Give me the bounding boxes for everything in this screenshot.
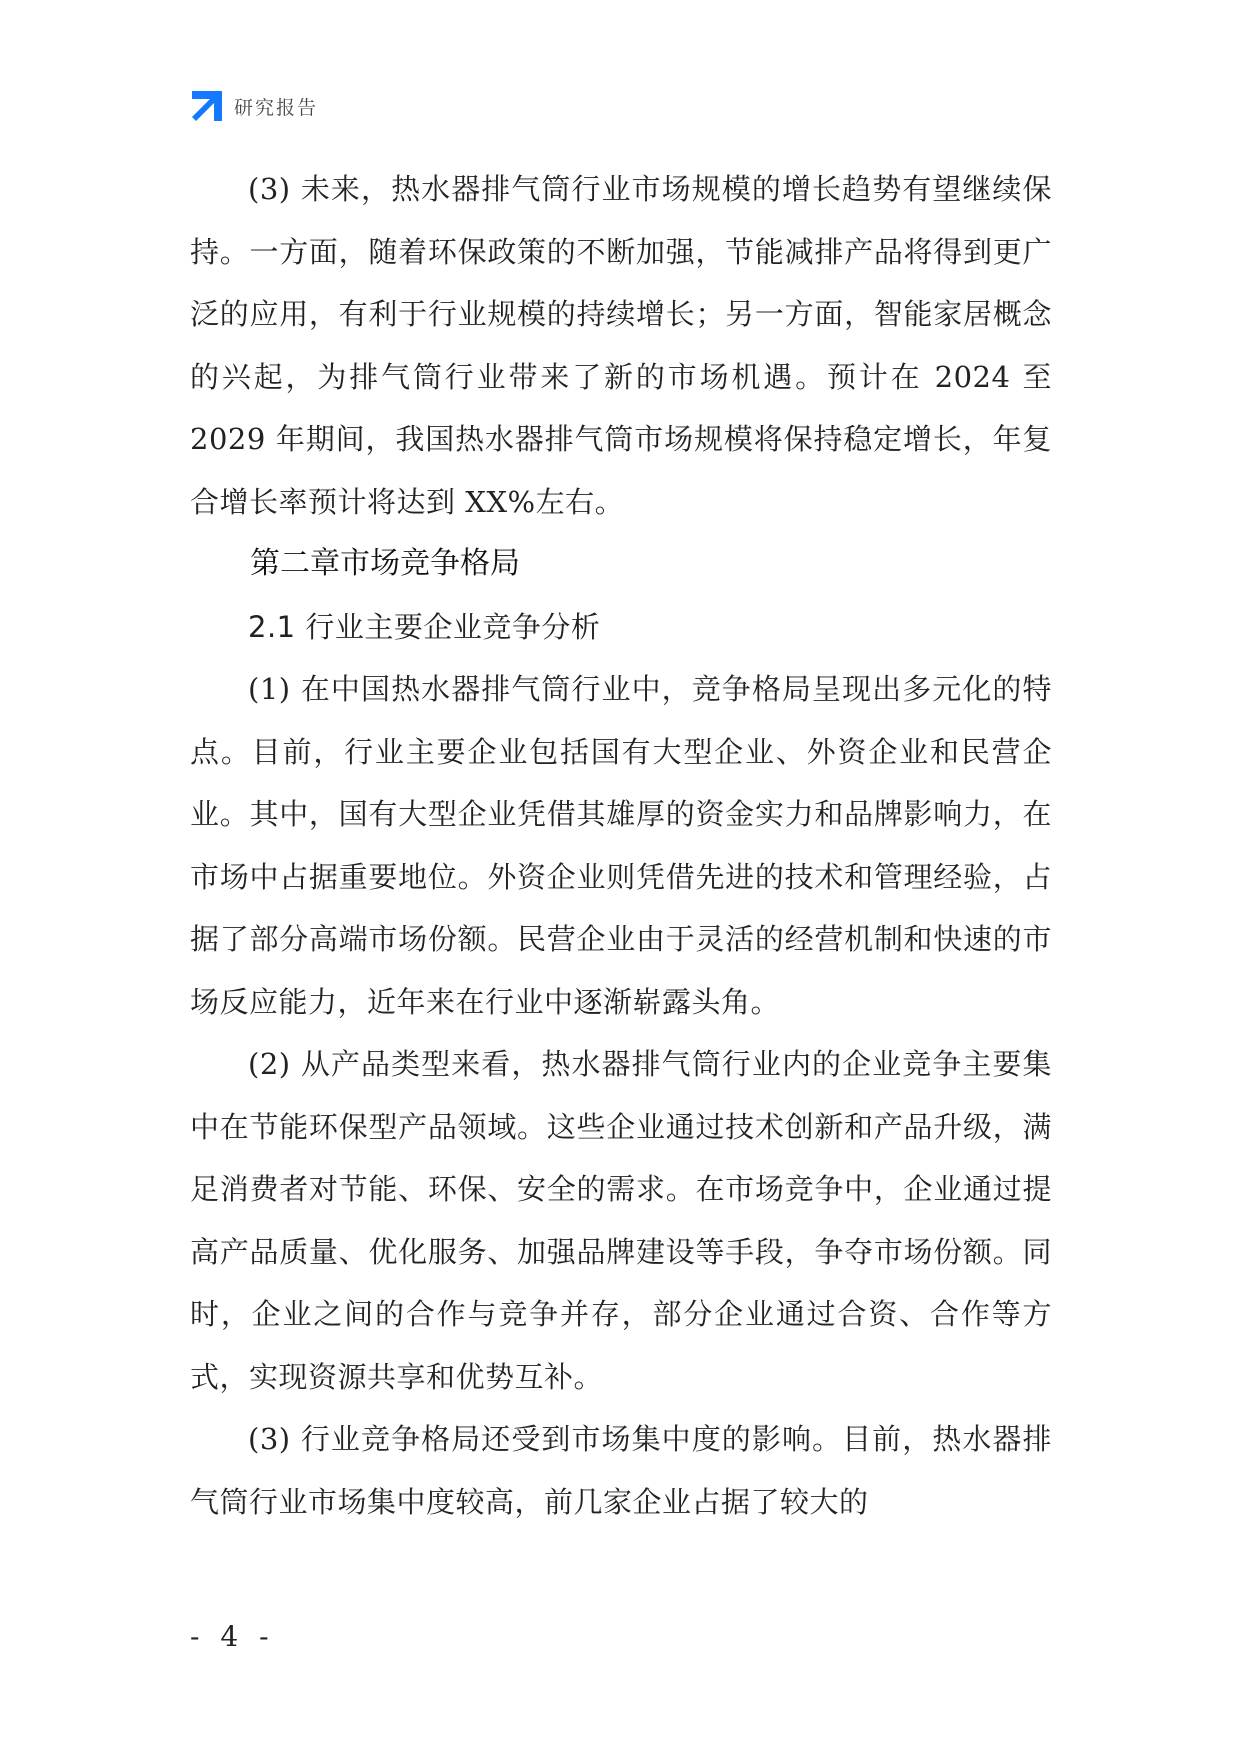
section-number: 2.1 bbox=[248, 609, 296, 644]
document-body bbox=[190, 158, 1052, 1533]
paragraph-competition-structure: (1) 在中国热水器排气筒行业中，竞争格局呈现出多元化的特点。目前，行业主要企业包括国有大型企业、外资企业和民营企业。其中，国有大型企业凭借其雄厚的资金实力和品牌影响力，在市场中占据重要地位。外资企业则凭借先进的技术和管理经验，占据了部分高端市场份额。民营企业由于灵活的经营机制和快速的市场反应能力，近年来在行业中逐渐崭露头角。 bbox=[190, 672, 1052, 1019]
section-title: 行业主要企业竞争分析 bbox=[305, 609, 601, 644]
paragraph-product-types: (2) 从产品类型来看，热水器排气筒行业内的企业竞争主要集中在节能环保型产品领域。这些企业通过技术创新和产品升级，满足消费者对节能、环保、安全的需求。在市场竞争中，企业通过提高产品质量、优化服务、加强品牌建设等手段，争夺市场份额。同时，企业之间的合作与竞争并存，部分企业通过合资、合作等方式，实现资源共享和优势互补。 bbox=[190, 1047, 1052, 1394]
arrow-up-right-icon bbox=[190, 89, 224, 123]
paragraph-market-outlook: (3) 未来，热水器排气筒行业市场规模的增长趋势有望继续保持。一方面，随着环保政策的不断加强，节能减排产品将得到更广泛的应用，有利于行业规模的持续增长；另一方面，智能家居概念的兴起，为排气筒行业带来了新的市场机遇。预计在 2024 至 2029 年期间，我国热水器排气筒市场规模将保持稳定增长，年复合增长率预计将达到 XX%左右。 bbox=[190, 172, 1052, 519]
header-title: 研究报告 bbox=[234, 96, 319, 119]
chapter-title: 第二章市场竞争格局 bbox=[250, 546, 520, 581]
section-heading bbox=[190, 596, 1052, 659]
paragraph-market-concentration: (3) 行业竞争格局还受到市场集中度的影响。目前，热水器排气筒行业市场集中度较高，前几家企业占据了较大的 bbox=[190, 1422, 1052, 1519]
page-number: - 4 - bbox=[190, 1620, 275, 1653]
page-header bbox=[190, 88, 318, 124]
